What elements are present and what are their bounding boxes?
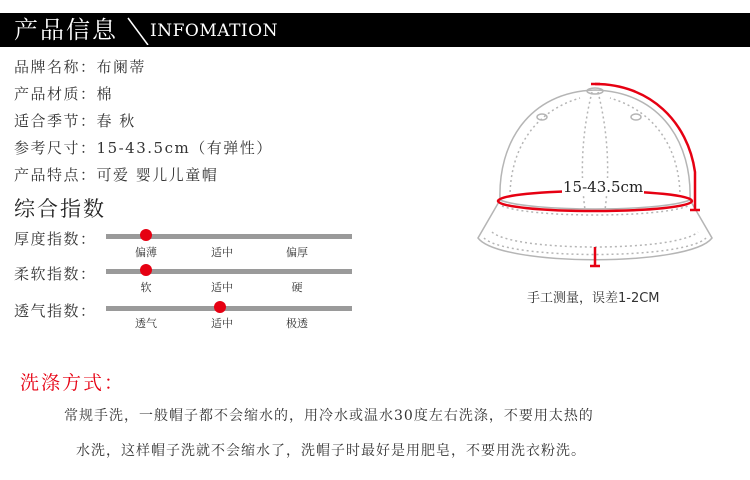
rating-option: 适中	[211, 246, 233, 259]
spec-label: 产品材质	[14, 85, 81, 103]
spec-separator: ：	[80, 166, 97, 184]
spec-separator: ：	[80, 58, 97, 76]
rating-option: 偏薄	[135, 246, 157, 259]
rating-marker-softness	[140, 264, 152, 276]
spec-value: 可爱 婴儿儿童帽	[96, 166, 219, 184]
rating-marker-thickness	[140, 229, 152, 241]
spec-value: 15-43.5cm（有弹性）	[96, 139, 273, 157]
cap-brim-stitch	[492, 232, 698, 247]
spec-label: 适合季节	[14, 112, 81, 130]
spec-row-brand	[14, 56, 146, 77]
section-subtitle: INFOMATION	[150, 21, 278, 41]
spec-label: 参考尺寸	[14, 139, 81, 157]
rating-marker-breathability	[214, 301, 226, 313]
rating-label-text: 厚度指数	[14, 230, 81, 248]
spec-label: 品牌名称	[14, 58, 81, 76]
rating-separator: ：	[80, 230, 97, 248]
rating-option: 极透	[286, 317, 308, 330]
section-header-bar	[0, 13, 750, 47]
rating-option: 软	[140, 281, 152, 294]
rating-track-breathability	[106, 306, 352, 311]
rating-option: 偏厚	[286, 246, 308, 259]
spec-value: 棉	[96, 85, 114, 103]
measurement-note: 手工测量，误差1-2CM	[527, 291, 660, 306]
rating-separator: ：	[80, 302, 97, 320]
rating-option: 适中	[211, 281, 233, 294]
spec-row-season	[14, 110, 136, 131]
spec-row-material	[14, 83, 113, 104]
wash-section-title: 洗涤方式：	[20, 372, 126, 394]
wash-instruction-line: 水洗，这样帽子洗就不会缩水了，洗帽子时最好是用肥皂，不要用洗衣粉洗。	[76, 443, 586, 459]
spec-value: 布阑蒂	[96, 58, 147, 76]
rating-option: 硬	[291, 281, 303, 294]
ratings-title: 综合指数	[14, 197, 106, 221]
cap-eyelet-icon	[631, 114, 641, 120]
rating-label-breathability	[14, 300, 97, 321]
rating-separator: ：	[80, 265, 97, 283]
rating-label-thickness	[14, 228, 97, 249]
rating-label-softness	[14, 263, 97, 284]
rating-label-text: 透气指数	[14, 302, 81, 320]
spec-separator: ：	[80, 139, 97, 157]
spec-row-size	[14, 137, 273, 158]
cap-measure-label: 15-43.5cm	[563, 178, 644, 196]
backslash-divider-icon	[122, 15, 152, 45]
spec-label: 产品特点	[14, 166, 81, 184]
spec-row-features	[14, 164, 218, 185]
spec-separator: ：	[80, 85, 97, 103]
section-title-product-info: 产品信息	[14, 16, 118, 44]
rating-option: 透气	[135, 317, 157, 330]
rating-label-text: 柔软指数	[14, 265, 81, 283]
wash-instruction-line: 常规手洗，一般帽子都不会缩水的，用冷水或温水30度左右洗涤，不要用太热的	[64, 408, 594, 424]
cap-size-diagram	[470, 72, 720, 277]
rating-option: 适中	[211, 317, 233, 330]
spec-value: 春 秋	[96, 112, 136, 130]
spec-separator: ：	[80, 112, 97, 130]
